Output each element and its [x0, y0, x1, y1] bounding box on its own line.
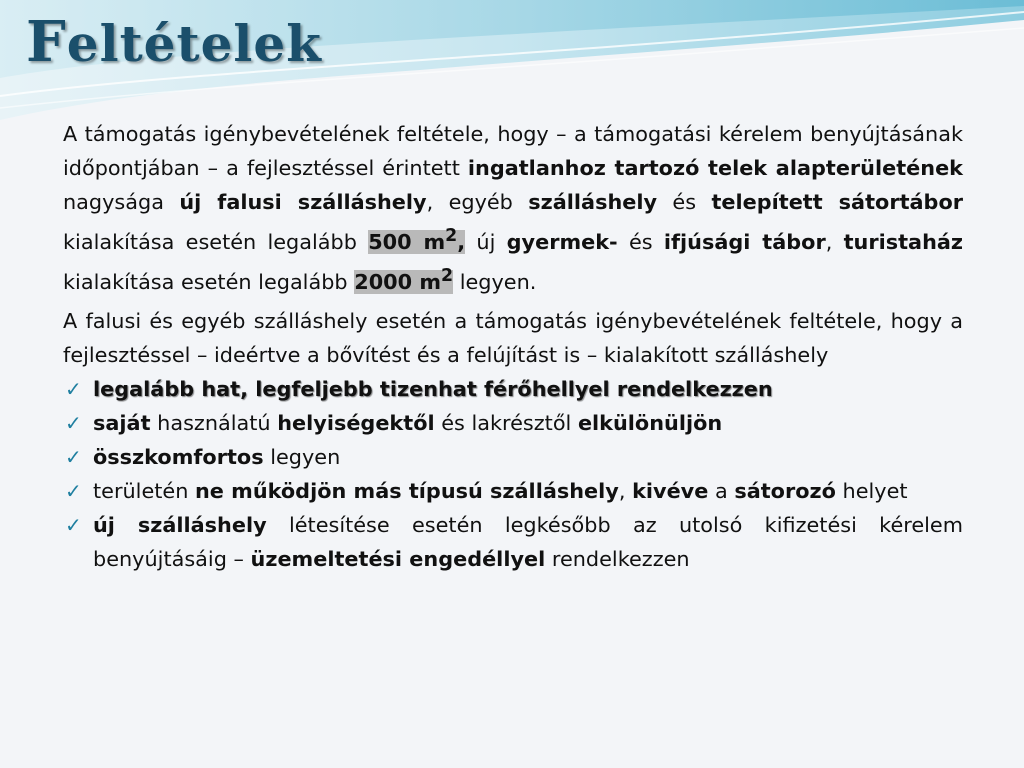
item2-bold-1: saját: [93, 410, 151, 435]
para1-text-7: és: [617, 229, 664, 254]
check-icon: ✓: [65, 478, 82, 503]
paragraph-accommodation: A falusi és egyéb szálláshely esetén a támogatás igénybevételének feltétele, hogy a fejlesztéssel – ideértve a bővítést és a felújítást is – kialakított szálláshely: [63, 308, 963, 367]
check-icon: ✓: [65, 410, 82, 435]
item2-text-1: használatú: [150, 410, 278, 435]
highlight-2000m2-value: 2000 m: [354, 269, 442, 294]
check-icon: ✓: [65, 444, 82, 469]
list-item: [63, 440, 963, 474]
para1-text-9: kialakítása esetén legalább: [63, 269, 355, 294]
para1-text-1: A támogatás igénybevételének feltétele, hogy – a támogatási kérelem benyújtásának időpontjában – a fejlesztéssel érintett: [63, 122, 963, 180]
item3-text-1: legyen: [263, 444, 341, 469]
highlight-2000m2: [354, 265, 454, 294]
title-rest: eltételek: [66, 14, 322, 73]
slide-content: [63, 117, 963, 576]
para1-text-5: kialakítása esetén legalább: [63, 229, 369, 254]
highlight-500m2-sup: 2: [445, 226, 458, 246]
para1-text-3: , egyéb: [426, 190, 529, 214]
list-item: [63, 372, 963, 406]
list-item: [63, 474, 963, 508]
item2-bold-2: helyiségektől: [277, 410, 435, 435]
item3-bold-1: összkomfortos: [93, 444, 264, 469]
title-initial: F: [26, 9, 67, 75]
item5-bold-2: üzemeltetési engedéllyel: [250, 546, 546, 571]
highlight-500m2-value: 500 m: [368, 229, 446, 254]
check-icon: ✓: [65, 512, 82, 537]
para1-text-2: nagysága: [63, 190, 180, 214]
para1-text-6: új: [465, 229, 507, 254]
item2-text-2: és lakrésztől: [434, 410, 578, 435]
list-item: [63, 508, 963, 576]
item4-bold-2: kivéve: [632, 478, 709, 503]
para1-bold-3: szálláshely: [528, 190, 658, 214]
para1-text-4: és: [657, 190, 712, 214]
para1-bold-4: telepített sátortábor: [711, 190, 963, 214]
item4-bold-3: sátorozó: [734, 478, 836, 503]
item4-text-3: a: [708, 478, 735, 503]
page-title: [26, 8, 322, 78]
item4-text-1: területén: [93, 478, 195, 503]
paragraph-plot-size: [63, 117, 963, 299]
para1-bold-5: gyermek-: [506, 229, 618, 254]
para1-bold-2: új falusi szálláshely: [179, 190, 427, 214]
item5-text-1: létesítése esetén legkésőbb az utolsó kifizetési kérelem benyújtásáig –: [93, 512, 963, 571]
item2-bold-3: elkülönüljön: [577, 410, 723, 435]
item4-bold-1: ne működjön más típusú szálláshely: [195, 478, 619, 503]
item5-bold-1: új szálláshely: [93, 512, 267, 537]
highlight-500m2-tail: ,: [457, 229, 466, 254]
para1-text-8: ,: [825, 229, 844, 254]
highlight-500m2: [368, 226, 466, 254]
item1-bold-1: legalább hat, legfeljebb tizenhat férőhellyel rendelkezzen: [93, 376, 773, 401]
conditions-checklist: [63, 372, 963, 576]
check-icon: ✓: [65, 376, 82, 401]
item4-text-4: helyet: [835, 478, 908, 503]
para1-bold-7: turistaház: [843, 229, 964, 254]
item4-text-2: ,: [618, 478, 633, 503]
highlight-2000m2-sup: 2: [441, 265, 454, 286]
para1-bold-1: ingatlanhoz tartozó telek alapterületének: [467, 156, 964, 180]
item5-text-2: rendelkezzen: [545, 546, 690, 571]
para1-text-10: legyen.: [453, 269, 537, 294]
para1-bold-6: ifjúsági tábor: [663, 229, 826, 254]
list-item: [63, 406, 963, 440]
